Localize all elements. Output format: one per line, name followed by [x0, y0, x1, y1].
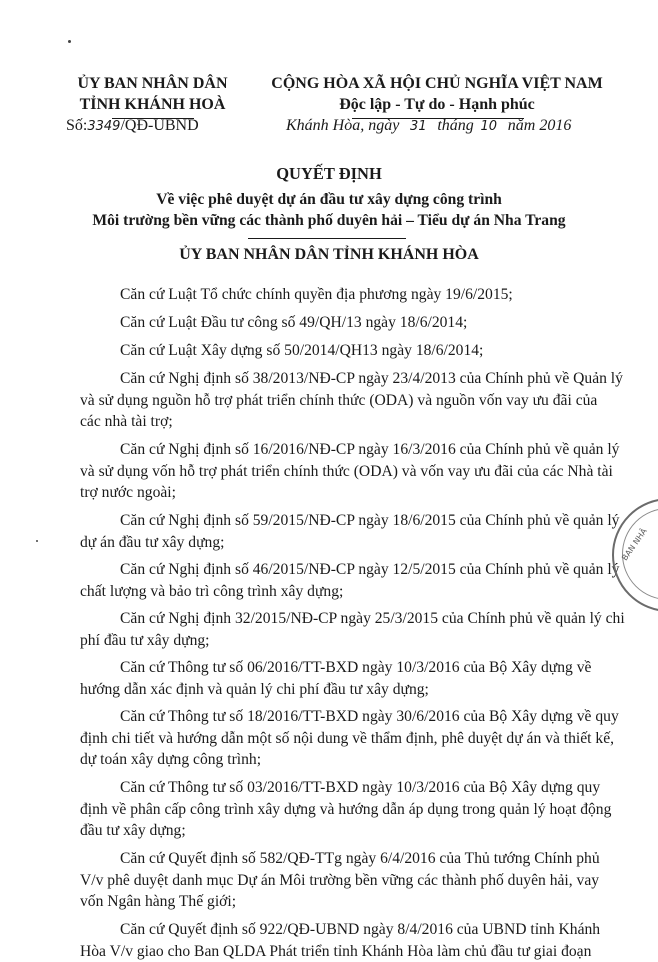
issue-date — [286, 117, 571, 135]
paragraph-line: Căn cứ Thông tư số 03/2016/TT-BXD ngày 10/3/2016 của Bộ Xây dựng quy — [80, 777, 603, 799]
paragraph-line: V/v phê duyệt danh mục Dự án Môi trường bền vững các thành phố duyên hải, vay — [80, 870, 603, 892]
number-handwritten: 3349 — [87, 119, 120, 134]
paragraph-decision-582 — [80, 848, 603, 913]
date-place: Khánh Hòa, ngày — [286, 117, 399, 134]
paragraph-line: Căn cứ Nghị định số 16/2016/NĐ-CP ngày 16/3/2016 của Chính phủ về quản lý — [80, 439, 603, 461]
subject-underline — [248, 238, 406, 239]
paragraph-decree-16 — [80, 439, 603, 504]
paragraph-decision-922 — [80, 919, 603, 962]
paragraph-decree-46 — [80, 559, 603, 602]
subject-line-1: Về việc phê duyệt dự án đầu tư xây dựng công trình — [0, 191, 658, 209]
paragraph-law-public-investment — [80, 312, 603, 334]
issuer-province: TỈNH KHÁNH HOÀ — [60, 96, 245, 114]
paragraph-line: Căn cứ Quyết định số 922/QĐ-UBND ngày 8/4/2016 của UBND tỉnh Khánh — [80, 919, 603, 941]
number-prefix: Số: — [66, 117, 87, 134]
paragraph-line: Căn cứ Thông tư số 06/2016/TT-BXD ngày 10/3/2016 của Bộ Xây dựng về — [80, 657, 603, 679]
paragraph-line: định chi tiết và hướng dẫn một số nội dung về thẩm định, phê duyệt dự án và thiết kế, — [80, 728, 603, 750]
paragraph-line: Căn cứ Nghị định số 38/2013/NĐ-CP ngày 23/4/2013 của Chính phủ về Quản lý — [80, 368, 603, 390]
paragraph-line: Căn cứ Quyết định số 582/QĐ-TTg ngày 6/4/2016 của Thủ tướng Chính phủ — [80, 848, 603, 870]
paragraph-line: các nhà tài trợ; — [80, 411, 603, 433]
paragraph-decree-32 — [80, 608, 603, 651]
paragraph-circular-03 — [80, 777, 603, 842]
paragraph-line: và sử dụng vốn hỗ trợ phát triển chính thức (ODA) và vốn vay ưu đãi của các Nhà tài — [80, 461, 603, 483]
paragraph-line: Hòa V/v giao cho Ban QLDA Phát triển tỉnh Khánh Hòa làm chủ đầu tư giai đoạn — [80, 941, 603, 962]
date-day: 31 — [403, 119, 433, 134]
paragraph-line: đầu tư xây dựng; — [80, 820, 603, 842]
national-motto: Độc lập - Tự do - Hạnh phúc — [262, 96, 612, 114]
paragraph-line: Căn cứ Nghị định số 59/2015/NĐ-CP ngày 18/6/2015 của Chính phủ về quản lý — [80, 510, 603, 532]
national-title: CỘNG HÒA XÃ HỘI CHỦ NGHĨA VIỆT NAM — [262, 75, 612, 93]
paragraph-line: dự án đầu tư xây dựng; — [80, 532, 603, 554]
paragraph-line: Căn cứ Luật Tổ chức chính quyền địa phương ngày 19/6/2015; — [80, 284, 603, 306]
paragraph-decree-59 — [80, 510, 603, 553]
authority-heading: ỦY BAN NHÂN DÂN TỈNH KHÁNH HÒA — [0, 246, 658, 264]
issuer-name: ỦY BAN NHÂN DÂN — [60, 75, 245, 93]
paragraph-line: và sử dụng nguồn hỗ trợ phát triển chính thức (ODA) và nguồn vốn vay ưu đãi của — [80, 390, 603, 412]
paragraph-law-local-gov — [80, 284, 603, 306]
number-suffix: /QĐ-UBND — [120, 117, 198, 134]
date-year: năm 2016 — [508, 117, 572, 134]
paragraph-line: trợ nước ngoài; — [80, 482, 603, 504]
paragraph-law-construction — [80, 340, 603, 362]
paragraph-line: Căn cứ Luật Đầu tư công số 49/QH/13 ngày 18/6/2014; — [80, 312, 603, 334]
paragraph-line: dự toán xây dựng công trình; — [80, 749, 603, 771]
date-month-label: tháng — [437, 117, 473, 134]
paragraph-decree-38 — [80, 368, 603, 433]
scan-speck — [68, 40, 71, 43]
paragraph-circular-18 — [80, 706, 603, 771]
seal-text: BAN NHÂ — [620, 527, 649, 562]
paragraph-line: vốn Ngân hàng Thế giới; — [80, 891, 603, 913]
subject-line-2: Môi trường bền vững các thành phố duyên hải – Tiểu dự án Nha Trang — [0, 212, 658, 230]
scan-speck — [36, 540, 38, 542]
paragraph-line: phí đầu tư xây dựng; — [80, 630, 603, 652]
date-month: 10 — [474, 119, 504, 134]
document-type: QUYẾT ĐỊNH — [0, 164, 658, 184]
paragraph-line: Căn cứ Luật Xây dựng số 50/2014/QH13 ngày 18/6/2014; — [80, 340, 603, 362]
paragraph-line: Căn cứ Nghị định 32/2015/NĐ-CP ngày 25/3/2015 của Chính phủ về quản lý chi — [80, 608, 603, 630]
paragraph-line: định về phân cấp công trình xây dựng và hướng dẫn áp dụng trong quản lý hoạt động — [80, 799, 603, 821]
document-number — [66, 117, 199, 135]
paragraph-line: hướng dẫn xác định và quản lý chi phí đầu tư xây dựng; — [80, 679, 603, 701]
paragraph-line: Căn cứ Thông tư số 18/2016/TT-BXD ngày 30/6/2016 của Bộ Xây dựng về quy — [80, 706, 603, 728]
paragraph-line: Căn cứ Nghị định số 46/2015/NĐ-CP ngày 12/5/2015 của Chính phủ về quản lý — [80, 559, 603, 581]
paragraph-line: chất lượng và bảo trì công trình xây dựng; — [80, 581, 603, 603]
paragraph-circular-06 — [80, 657, 603, 700]
